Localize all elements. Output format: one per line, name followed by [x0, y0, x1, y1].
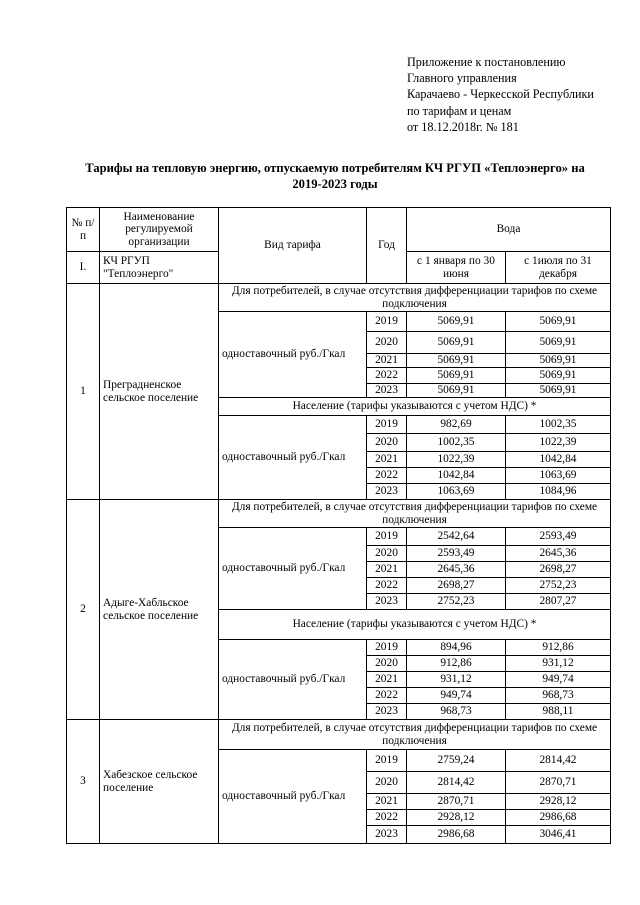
year-cell: 2019	[367, 528, 407, 546]
year-cell: 2019	[367, 750, 407, 772]
header-org: Наименование регулируемой организации	[100, 208, 219, 252]
header-water: Вода	[407, 208, 611, 252]
group-num: 3	[67, 720, 100, 844]
header-num: № п/п	[67, 208, 100, 252]
tariff-value-h2: 5069,91	[506, 354, 611, 368]
tariff-kind: одноставочный руб./Гкал	[219, 312, 367, 398]
org-row-name: КЧ РГУП "Теплоэнерго"	[100, 252, 219, 284]
tariff-value-h2: 2698,27	[506, 562, 611, 578]
tariff-value-h1: 5069,91	[407, 354, 506, 368]
tariff-value-h1: 931,12	[407, 672, 506, 688]
appendix-line: Приложение к постановлению	[407, 55, 566, 69]
tariff-value-h1: 2645,36	[407, 562, 506, 578]
tariff-value-h1: 1022,39	[407, 452, 506, 468]
tariff-value-h1: 2870,71	[407, 794, 506, 810]
tariff-value-h2: 2814,42	[506, 750, 611, 772]
tariff-kind: одноставочный руб./Гкал	[219, 528, 367, 610]
tariff-value-h1: 982,69	[407, 416, 506, 434]
appendix-line: Карачаево - Черкесской Республики	[407, 87, 594, 102]
tariff-value-h1: 2814,42	[407, 772, 506, 794]
group-org-name: Адыге-Хабльское сельское поселение	[100, 500, 219, 720]
tariff-value-h2: 5069,91	[506, 368, 611, 384]
tariff-value-h1: 2928,12	[407, 810, 506, 826]
tariff-value-h1: 5069,91	[407, 312, 506, 332]
tariff-value-h2: 931,12	[506, 656, 611, 672]
tariff-value-h2: 2645,36	[506, 546, 611, 562]
tariff-value-h1: 2986,68	[407, 826, 506, 844]
year-cell: 2022	[367, 368, 407, 384]
tariff-value-h2: 2807,27	[506, 594, 611, 610]
consumers-segment-title: Для потребителей, в случае отсутствия дифференциации тарифов по схеме подключения	[219, 500, 611, 528]
tariff-value-h2: 912,86	[506, 640, 611, 656]
tariff-value-h2: 1002,35	[506, 416, 611, 434]
tariff-value-h2: 5069,91	[506, 332, 611, 354]
year-cell: 2021	[367, 672, 407, 688]
tariff-value-h1: 1042,84	[407, 468, 506, 484]
year-cell: 2021	[367, 794, 407, 810]
year-cell: 2020	[367, 772, 407, 794]
population-segment-title: Население (тарифы указываются с учетом НДС) *	[219, 398, 611, 416]
tariff-value-h1: 968,73	[407, 704, 506, 720]
tariff-value-h2: 1063,69	[506, 468, 611, 484]
tariff-value-h1: 949,74	[407, 688, 506, 704]
tariff-value-h1: 5069,91	[407, 332, 506, 354]
title-line-1: Тарифы на тепловую энергию, отпускаемую потребителям КЧ РГУП «Теплоэнерго» на	[85, 161, 585, 175]
group-num: 1	[67, 284, 100, 500]
year-cell: 2020	[367, 332, 407, 354]
year-cell: 2023	[367, 704, 407, 720]
header-year: Год	[367, 208, 407, 284]
appendix-line: от 18.12.2018г. № 181	[407, 119, 519, 134]
tariff-value-h2: 5069,91	[506, 384, 611, 398]
year-cell: 2023	[367, 594, 407, 610]
year-cell: 2020	[367, 434, 407, 452]
group-org-name: Хабезское сельское поселение	[100, 720, 219, 844]
tariff-value-h1: 2542,64	[407, 528, 506, 546]
tariff-value-h2: 2928,12	[506, 794, 611, 810]
tariff-value-h2: 5069,91	[506, 312, 611, 332]
tariff-value-h1: 894,96	[407, 640, 506, 656]
header-period-1: с 1 января по 30 июня	[407, 252, 506, 284]
year-cell: 2021	[367, 354, 407, 368]
consumers-segment-title: Для потребителей, в случае отсутствия дифференциации тарифов по схеме подключения	[219, 720, 611, 750]
tariff-value-h2: 2593,49	[506, 528, 611, 546]
tariff-value-h2: 1022,39	[506, 434, 611, 452]
header-tariff-type: Вид тарифа	[219, 208, 367, 284]
tariff-value-h1: 912,86	[407, 656, 506, 672]
title-line-2: 2019-2023 годы	[292, 177, 378, 191]
year-cell: 2021	[367, 452, 407, 468]
tariff-kind: одноставочный руб./Гкал	[219, 416, 367, 500]
tariff-value-h2: 949,74	[506, 672, 611, 688]
tariff-value-h1: 2593,49	[407, 546, 506, 562]
year-cell: 2022	[367, 810, 407, 826]
appendix-block	[407, 54, 632, 135]
tariff-value-h1: 5069,91	[407, 384, 506, 398]
year-cell: 2019	[367, 416, 407, 434]
year-cell: 2023	[367, 826, 407, 844]
group-num: 2	[67, 500, 100, 720]
year-cell: 2020	[367, 546, 407, 562]
appendix-line: по тарифам и ценам	[407, 103, 512, 118]
tariff-value-h2: 968,73	[506, 688, 611, 704]
tariff-value-h1: 1063,69	[407, 484, 506, 500]
year-cell: 2023	[367, 384, 407, 398]
tariff-value-h1: 5069,91	[407, 368, 506, 384]
tariff-value-h2: 1084,96	[506, 484, 611, 500]
tariff-value-h2: 3046,41	[506, 826, 611, 844]
tariff-value-h1: 2752,23	[407, 594, 506, 610]
appendix-line: Главного управления	[407, 71, 517, 86]
group-org-name: Преградненское сельское поселение	[100, 284, 219, 500]
tariff-value-h1: 2759,24	[407, 750, 506, 772]
year-cell: 2019	[367, 640, 407, 656]
population-segment-title: Население (тарифы указываются с учетом НДС) *	[219, 610, 611, 640]
year-cell: 2022	[367, 468, 407, 484]
tariff-kind: одноставочный руб./Гкал	[219, 640, 367, 720]
tariff-value-h2: 2986,68	[506, 810, 611, 826]
year-cell: 2022	[367, 578, 407, 594]
tariff-table	[66, 207, 611, 844]
document-title	[40, 160, 630, 192]
tariff-value-h2: 988,11	[506, 704, 611, 720]
year-cell: 2022	[367, 688, 407, 704]
org-row-num: I.	[67, 252, 100, 284]
tariff-value-h2: 2752,23	[506, 578, 611, 594]
year-cell: 2021	[367, 562, 407, 578]
tariff-value-h2: 2870,71	[506, 772, 611, 794]
year-cell: 2023	[367, 484, 407, 500]
tariff-value-h1: 2698,27	[407, 578, 506, 594]
tariff-kind: одноставочный руб./Гкал	[219, 750, 367, 844]
tariff-value-h1: 1002,35	[407, 434, 506, 452]
consumers-segment-title: Для потребителей, в случае отсутствия дифференциации тарифов по схеме подключения	[219, 284, 611, 312]
year-cell: 2019	[367, 312, 407, 332]
tariff-value-h2: 1042,84	[506, 452, 611, 468]
header-period-2: с 1июля по 31 декабря	[506, 252, 611, 284]
year-cell: 2020	[367, 656, 407, 672]
